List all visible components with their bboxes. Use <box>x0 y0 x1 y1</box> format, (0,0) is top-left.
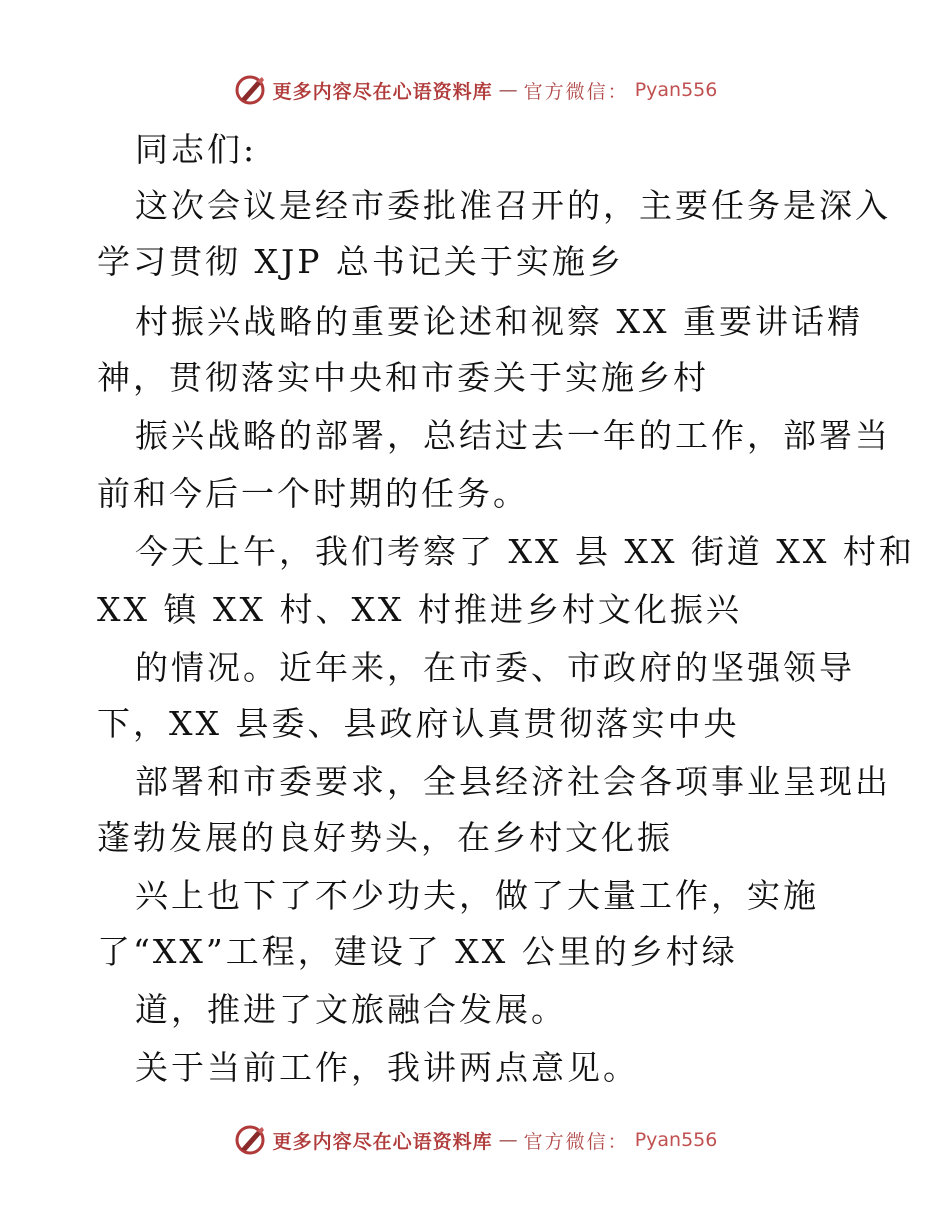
body-line: 这次会议是经市委批准召开的，主要任务是深入 <box>135 186 891 225</box>
watermark-dash: — <box>498 1129 518 1151</box>
watermark-main-text: 更多内容尽在心语资料库 <box>272 1130 493 1153</box>
footer-watermark <box>0 1120 950 1160</box>
body-line: XX 镇 XX 村、XX 村推进乡村文化振兴 <box>97 590 742 629</box>
body-line: 前和今后一个时期的任务。 <box>97 474 529 513</box>
body-line: 关于当前工作，我讲两点意见。 <box>135 1048 639 1087</box>
watermark-wechat-label: 官方微信： <box>523 80 629 103</box>
salutation: 同志们: <box>135 130 258 169</box>
watermark-dash: — <box>498 79 518 101</box>
body-line: 神，贯彻落实中央和市委关于实施乡村 <box>97 358 709 397</box>
body-line: 振兴战略的部署，总结过去一年的工作，部署当 <box>135 416 891 455</box>
body-line: 兴上也下了不少功夫，做了大量工作，实施 <box>135 876 819 915</box>
body-line: 部署和市委要求，全县经济社会各项事业呈现出 <box>135 762 891 801</box>
body-line: 下，XX 县委、县政府认真贯彻落实中央 <box>97 704 740 743</box>
pen-circle-logo-icon <box>233 73 267 107</box>
watermark-wechat-label: 官方微信： <box>523 1130 629 1153</box>
watermark-wechat-id: Pyan556 <box>634 1129 718 1151</box>
body-line: 蓬勃发展的良好势头，在乡村文化振 <box>97 818 673 857</box>
body-line: 今天上午，我们考察了 XX 县 XX 街道 XX 村和 <box>135 532 915 571</box>
body-line: 的情况。近年来，在市委、市政府的坚强领导 <box>135 648 855 687</box>
watermark-main-text: 更多内容尽在心语资料库 <box>272 80 493 103</box>
pen-circle-logo-icon <box>233 1123 267 1157</box>
body-line: 学习贯彻 XJP 总书记关于实施乡 <box>97 242 624 281</box>
body-line: 道，推进了文旅融合发展。 <box>135 990 567 1029</box>
watermark-wechat-id: Pyan556 <box>634 79 718 101</box>
body-line: 了“XX”工程，建设了 XX 公里的乡村绿 <box>97 932 738 971</box>
body-line: 村振兴战略的重要论述和视察 XX 重要讲话精 <box>135 302 863 341</box>
header-watermark <box>0 70 950 110</box>
